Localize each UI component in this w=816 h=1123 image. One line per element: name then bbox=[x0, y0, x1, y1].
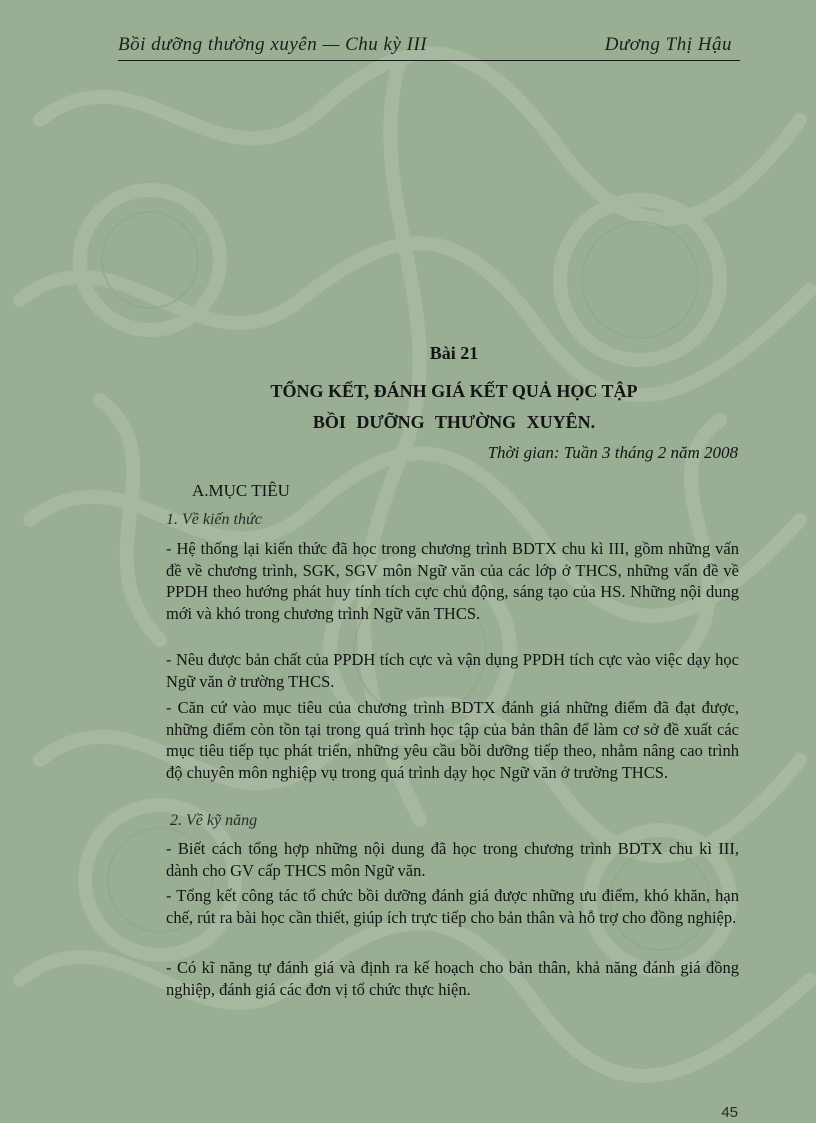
section-a-heading: A.MỤC TIÊU bbox=[192, 481, 290, 500]
skills-heading: 2. Về kỹ năng bbox=[170, 812, 258, 829]
page-number: 45 bbox=[721, 1104, 738, 1121]
skills-paragraph-1: - Biết cách tổng hợp những nội dung đã học trong chương trình BDTX chu kì III, dành cho GV cấp THCS môn Ngữ văn. bbox=[166, 839, 739, 880]
knowledge-paragraph-1: - Hệ thống lại kiến thức đã học trong chương trình BDTX chu kì III, gồm những vấn đề về chương trình, SGK, SGV môn Ngữ văn của các lớp ở THCS, những vấn đề về PPDH theo hướng phát huy tính tích cực chủ động, sáng tạo của HS. Những nội dung mới và khó trong chương trình Ngữ văn THCS. bbox=[166, 539, 739, 623]
header-course-title: Bồi dưỡng thường xuyên — Chu kỳ III bbox=[118, 34, 428, 55]
header-author-name: Dương Thị Hậu bbox=[604, 34, 732, 55]
lesson-number: Bài 21 bbox=[429, 343, 479, 363]
page-header bbox=[118, 30, 740, 61]
lesson-title-line-2: BỒI DƯỠNG THƯỜNG XUYÊN. bbox=[312, 412, 596, 432]
skills-paragraph-2: - Tổng kết công tác tổ chức bồi dưỡng đánh giá được những ưu điểm, khó khăn, hạn chế, rút ra bài học cần thiết, giúp ích trực tiếp cho bản thân và hỗ trợ cho đồng nghiệp. bbox=[166, 886, 739, 927]
lesson-time: Thời gian: Tuần 3 tháng 2 năm 2008 bbox=[487, 443, 738, 462]
skills-paragraph-3: - Có kĩ năng tự đánh giá và định ra kế hoạch cho bản thân, khả năng đánh giá đồng nghiệp, đánh giá các đơn vị tổ chức thực hiện. bbox=[166, 958, 739, 999]
knowledge-heading: 1. Về kiến thức bbox=[166, 511, 262, 528]
lesson-title-line-1: TỔNG KẾT, ĐÁNH GIÁ KẾT QUẢ HỌC TẬP bbox=[270, 381, 638, 401]
knowledge-paragraph-2: - Nêu được bản chất của PPDH tích cực và vận dụng PPDH tích cực vào việc dạy học Ngữ văn ở trường THCS. bbox=[166, 650, 739, 691]
knowledge-paragraph-3: - Căn cứ vào mục tiêu của chương trình BDTX đánh giá những điểm đã đạt được, những điểm còn tồn tại trong quá trình học tập của bản thân để làm cơ sở đề xuất các mục tiêu tiếp tục phát triển, những yêu cầu bồi dưỡng tiếp theo, nhằm nâng cao trình độ chuyên môn nghiệp vụ trong quá trình dạy học Ngữ văn ở trường THCS. bbox=[166, 698, 739, 782]
